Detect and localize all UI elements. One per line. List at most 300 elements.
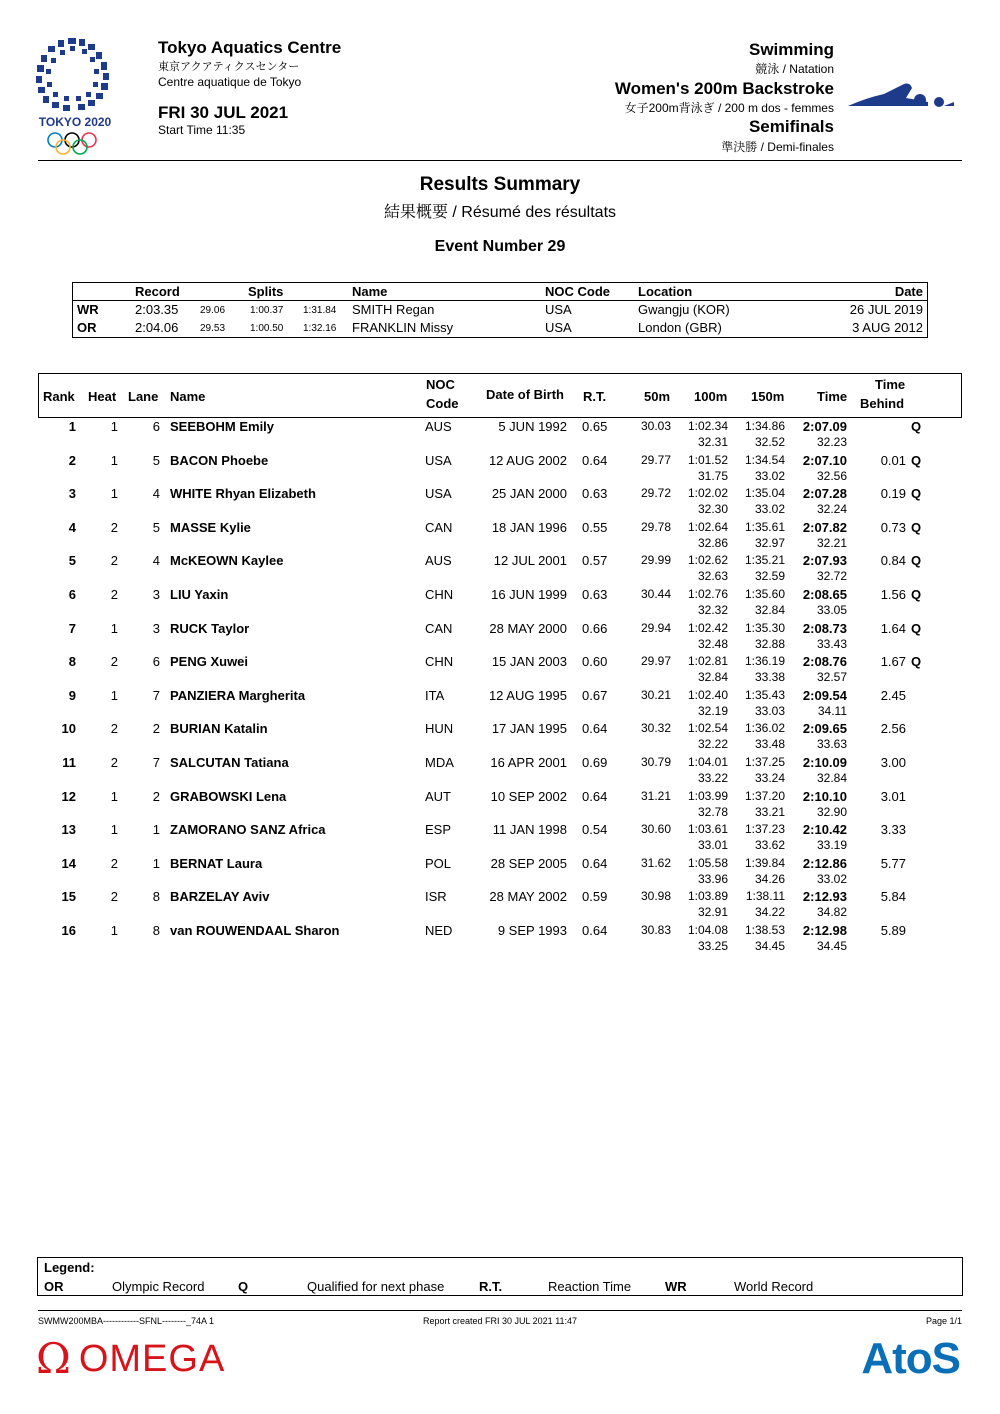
cell-150m: 1:35.04 (744, 486, 785, 501)
cell-heat: 2 (110, 721, 118, 737)
sport-subtitle: 競泳 / Natation (755, 62, 834, 76)
cell-noc: ITA (425, 687, 445, 703)
cell-rank: 7 (68, 620, 76, 636)
cell-lane: 4 (152, 486, 160, 502)
sport-title: Swimming (748, 40, 834, 59)
rec-split: 1:00.37 (250, 305, 284, 316)
cell-100m: 1:02.42 (687, 620, 728, 635)
cell-time: 2:08.73 (802, 620, 847, 636)
cell-dob: 5 JUN 1992 (498, 419, 567, 434)
cell-rt: 0.59 (582, 889, 608, 905)
cell-100m-split: 32.63 (697, 569, 728, 584)
cell-150m-split: 34.22 (754, 905, 785, 920)
legend-label: Qualified for next phase (307, 1279, 445, 1294)
cell-rank: 12 (61, 788, 76, 804)
cell-behind: 3.00 (880, 755, 906, 770)
cell-100m-split: 33.01 (697, 838, 728, 853)
cell-150m-split: 32.52 (754, 435, 785, 449)
table-row (38, 889, 962, 923)
cell-100m-split: 32.22 (697, 737, 728, 752)
page-subtitle: 結果概要 / Résumé des résultats (383, 204, 617, 221)
rec-date: 3 AUG 2012 (852, 320, 923, 335)
cell-200m-split: 32.56 (816, 468, 847, 483)
cell-100m-split: 32.31 (697, 435, 728, 449)
cell-qualified: Q (911, 519, 922, 535)
cell-100m: 1:02.34 (687, 419, 728, 433)
legend-code: Q (238, 1279, 249, 1294)
rec-time: 2:03.35 (135, 302, 179, 317)
rec-location: London (GBR) (638, 320, 722, 335)
cell-150m-split: 34.26 (754, 871, 785, 886)
col-100m: 100m (694, 389, 728, 404)
cell-time: 2:12.86 (802, 855, 847, 871)
cell-100m-split: 31.75 (697, 468, 728, 483)
cell-time: 2:07.09 (802, 419, 847, 434)
legend-title: Legend: (44, 1260, 95, 1275)
cell-behind: 0.19 (880, 486, 906, 502)
cell-rt: 0.63 (582, 587, 608, 602)
cell-time: 2:07.28 (802, 486, 847, 502)
cell-rt: 0.55 (582, 519, 608, 535)
cell-dob: 28 SEP 2005 (490, 855, 567, 871)
phase-title: Semifinals (748, 117, 834, 136)
table-row (38, 587, 962, 621)
cell-time: 2:09.54 (802, 687, 847, 703)
cell-rank: 14 (61, 855, 76, 871)
cell-rank: 8 (68, 654, 76, 670)
cell-heat: 1 (110, 620, 118, 636)
cell-behind: 5.77 (880, 855, 906, 871)
cell-lane: 3 (152, 587, 160, 602)
cell-100m-split: 32.30 (697, 502, 728, 517)
cell-heat: 1 (110, 687, 118, 703)
cell-100m-split: 32.19 (697, 703, 728, 718)
cell-100m: 1:03.61 (687, 822, 728, 837)
cell-100m: 1:02.40 (687, 687, 728, 702)
cell-200m-split: 34.82 (816, 905, 847, 920)
rec-time: 2:04.06 (135, 320, 179, 335)
cell-name: BERNAT Laura (170, 855, 263, 871)
cell-150m-split: 33.21 (754, 804, 785, 819)
cell-name: BURIAN Katalin (170, 721, 268, 737)
cell-noc: AUT (425, 788, 451, 804)
cell-rt: 0.63 (582, 486, 608, 502)
table-row (38, 923, 962, 957)
cell-100m-split: 33.22 (697, 771, 728, 785)
cell-lane: 2 (152, 721, 160, 737)
cell-lane: 8 (152, 889, 160, 905)
rec-split: 1:31.84 (303, 305, 337, 316)
cell-rank: 11 (62, 755, 76, 770)
event-number: Event Number 29 (434, 238, 566, 255)
cell-behind: 1.56 (880, 587, 906, 602)
cell-lane: 8 (152, 923, 160, 938)
cell-rt: 0.57 (582, 553, 608, 569)
rec-name: FRANKLIN Missy (352, 320, 454, 335)
cell-rank: 13 (61, 822, 76, 838)
col-dob: Date of Birth (486, 387, 564, 402)
cell-behind: 1.64 (880, 620, 906, 636)
rec-location: Gwangju (KOR) (638, 302, 730, 317)
cell-behind: 5.89 (880, 923, 906, 938)
records-divider (73, 300, 927, 301)
cell-heat: 1 (110, 452, 118, 468)
cell-noc: CAN (425, 620, 453, 636)
cell-time: 2:07.82 (802, 519, 847, 535)
cell-150m-split: 33.48 (754, 737, 785, 752)
cell-dob: 9 SEP 1993 (497, 923, 567, 938)
phase-subtitle: 準決勝 / Demi-finales (721, 140, 834, 154)
rec-noc: USA (545, 302, 572, 317)
col-heat: Heat (88, 389, 117, 404)
cell-150m: 1:34.86 (744, 419, 785, 433)
cell-time: 2:07.93 (802, 553, 847, 569)
cell-50m: 29.72 (640, 486, 671, 501)
cell-150m-split: 33.02 (754, 468, 785, 483)
cell-dob: 25 JAN 2000 (491, 486, 567, 502)
table-row (38, 621, 962, 655)
venue-name: Tokyo Aquatics Centre (158, 38, 342, 57)
cell-150m: 1:35.60 (744, 587, 785, 601)
cell-behind: 3.01 (880, 788, 906, 804)
cell-lane: 6 (152, 654, 160, 670)
col-behind-2: Behind (860, 396, 905, 411)
cell-150m: 1:38.11 (745, 889, 785, 904)
cell-150m: 1:35.43 (744, 687, 785, 702)
cell-heat: 1 (110, 419, 118, 434)
cell-200m-split: 33.19 (816, 838, 847, 853)
venue-name-fr: Centre aquatique de Tokyo (158, 75, 302, 89)
cell-time: 2:07.10 (802, 452, 847, 468)
cell-lane: 5 (152, 519, 160, 535)
cell-150m: 1:38.53 (744, 923, 785, 937)
legend-label: Olympic Record (112, 1279, 205, 1294)
cell-name: SALCUTAN Tatiana (170, 755, 289, 770)
cell-qualified: Q (911, 419, 922, 434)
cell-50m: 29.77 (640, 452, 671, 467)
rec-split: 29.53 (200, 323, 226, 334)
cell-rt: 0.54 (582, 822, 608, 838)
cell-50m: 29.97 (640, 654, 671, 669)
cell-name: van ROUWENDAAL Sharon (170, 923, 340, 938)
cell-rank: 9 (68, 687, 76, 703)
cell-dob: 28 MAY 2002 (489, 889, 567, 905)
col-name: Name (170, 389, 206, 404)
rec-header-splits: Splits (248, 284, 284, 299)
cell-50m: 30.32 (640, 721, 671, 736)
venue-name-jp: 東京アクアティクスセンター (158, 61, 300, 73)
cell-noc: ESP (425, 822, 452, 838)
cell-rt: 0.64 (582, 923, 608, 938)
cell-qualified: Q (911, 452, 922, 468)
cell-rt: 0.60 (582, 654, 608, 670)
rec-noc: USA (545, 320, 572, 335)
cell-rank: 6 (68, 587, 76, 602)
cell-qualified: Q (911, 654, 922, 670)
cell-noc: HUN (425, 721, 454, 737)
col-behind: Time (875, 377, 906, 392)
rec-name: SMITH Regan (352, 302, 435, 317)
cell-dob: 11 JAN 1998 (492, 822, 567, 838)
cell-200m-split: 34.11 (817, 703, 847, 718)
col-lane: Lane (128, 389, 159, 404)
omega-logo (36, 1336, 225, 1382)
rec-header-name: Name (352, 284, 388, 299)
cell-heat: 2 (110, 889, 118, 905)
cell-heat: 2 (110, 855, 118, 871)
cell-rt: 0.67 (582, 687, 608, 703)
table-row (38, 755, 962, 789)
cell-100m: 1:03.99 (687, 788, 728, 803)
col-rt: R.T. (583, 389, 607, 404)
cell-name: SEEBOHM Emily (170, 419, 275, 434)
cell-200m-split: 32.24 (816, 502, 847, 517)
cell-time: 2:12.98 (802, 923, 847, 938)
atos-logo: AtoS (861, 1334, 960, 1383)
cell-qualified: Q (911, 620, 922, 636)
cell-name: MASSE Kylie (170, 519, 251, 535)
cell-150m: 1:36.02 (744, 721, 785, 736)
cell-200m-split: 33.05 (816, 603, 847, 617)
cell-100m: 1:02.62 (687, 553, 728, 568)
rec-split: 1:32.16 (303, 323, 337, 334)
cell-100m: 1:02.76 (687, 587, 728, 601)
cell-150m: 1:36.19 (744, 654, 785, 669)
cell-lane: 1 (152, 855, 160, 871)
results-header (38, 373, 962, 418)
cell-150m-split: 33.62 (754, 838, 785, 853)
cell-name: WHITE Rhyan Elizabeth (170, 486, 316, 502)
col-150m: 150m (751, 389, 785, 404)
records-table (72, 282, 928, 338)
cell-lane: 7 (152, 687, 160, 703)
cell-time: 2:09.65 (802, 721, 847, 737)
cell-noc: NED (425, 923, 453, 938)
table-row (38, 822, 962, 856)
cell-noc: USA (425, 452, 452, 468)
table-row (38, 654, 962, 688)
cell-100m-split: 33.96 (697, 871, 728, 886)
cell-rank: 10 (61, 721, 76, 737)
cell-200m-split: 34.45 (816, 939, 847, 953)
cell-100m-split: 32.86 (697, 535, 728, 550)
cell-50m: 30.60 (640, 822, 671, 837)
start-time: Start Time 11:35 (158, 123, 246, 137)
legend-label: World Record (734, 1279, 814, 1294)
cell-time: 2:08.65 (802, 587, 847, 602)
rec-split: 1:00.50 (250, 323, 284, 334)
table-row (38, 553, 962, 587)
cell-100m: 1:02.02 (687, 486, 728, 501)
cell-noc: CHN (425, 654, 454, 670)
cell-rt: 0.64 (582, 788, 608, 804)
rec-header-location: Location (638, 284, 693, 299)
cell-150m-split: 32.88 (754, 636, 785, 651)
cell-name: GRABOWSKI Lena (170, 788, 287, 804)
cell-rt: 0.66 (582, 620, 608, 636)
col-rank: Rank (43, 389, 75, 404)
cell-150m: 1:35.61 (744, 519, 785, 534)
col-noc-code: Code (426, 396, 459, 411)
footer-page: Page 1/1 (925, 1316, 962, 1326)
cell-50m: 29.94 (640, 620, 671, 635)
cell-rank: 5 (68, 553, 76, 569)
cell-time: 2:12.93 (802, 889, 847, 905)
cell-100m: 1:01.52 (687, 452, 728, 467)
rec-split: 29.06 (200, 305, 226, 316)
cell-dob: 16 APR 2001 (490, 755, 567, 770)
cell-name: PENG Xuwei (170, 654, 249, 670)
cell-noc: CAN (425, 519, 453, 535)
cell-200m-split: 33.02 (816, 871, 847, 886)
cell-rank: 1 (68, 419, 76, 434)
cell-heat: 2 (110, 654, 118, 670)
cell-name: ZAMORANO SANZ Africa (170, 822, 326, 838)
cell-100m-split: 33.25 (697, 939, 728, 953)
cell-dob: 18 JAN 1996 (491, 519, 567, 535)
table-row (38, 721, 962, 755)
cell-rt: 0.64 (582, 452, 608, 468)
table-row (38, 856, 962, 890)
cell-150m: 1:37.23 (744, 822, 785, 837)
cell-rank: 3 (68, 486, 76, 502)
cell-name: LIU Yaxin (170, 587, 229, 602)
cell-rt: 0.65 (582, 419, 608, 434)
cell-lane: 7 (152, 755, 160, 770)
cell-200m-split: 32.57 (816, 670, 847, 685)
cell-noc: MDA (425, 755, 454, 770)
legend-label: Reaction Time (548, 1279, 632, 1294)
cell-100m: 1:02.81 (687, 654, 728, 669)
cell-qualified: Q (911, 587, 922, 602)
cell-150m: 1:35.30 (744, 620, 785, 635)
cell-lane: 3 (152, 620, 160, 636)
cell-100m-split: 32.32 (697, 603, 728, 617)
cell-100m: 1:03.89 (687, 889, 728, 904)
event-subtitle: 女子200m背泳ぎ / 200 m dos - femmes (624, 101, 834, 115)
table-row (38, 453, 962, 487)
cell-name: BARZELAY Aviv (170, 889, 270, 905)
swimming-pictogram (846, 76, 956, 112)
table-row (38, 688, 962, 722)
event-date: FRI 30 JUL 2021 (158, 103, 289, 122)
cell-dob: 17 JAN 1995 (491, 721, 567, 737)
cell-heat: 2 (110, 755, 118, 770)
swimmer-icon (846, 76, 956, 112)
cell-noc: POL (425, 855, 452, 871)
rec-header-date: Date (894, 284, 923, 299)
cell-200m-split: 33.63 (816, 737, 847, 752)
cell-200m-split: 32.72 (816, 569, 847, 584)
cell-rank: 16 (61, 923, 76, 938)
cell-rank: 4 (68, 519, 76, 535)
tokyo-emblem-icon (30, 36, 120, 158)
cell-150m: 1:35.21 (744, 553, 785, 568)
cell-behind: 2.45 (880, 687, 906, 703)
cell-behind: 0.84 (880, 553, 906, 569)
cell-behind: 5.84 (880, 889, 906, 905)
cell-behind: 1.67 (880, 654, 906, 670)
footer-code: SWMW200MBA------------SFNL--------_74A 1 (38, 1316, 214, 1326)
cell-150m-split: 33.38 (754, 670, 785, 685)
cell-noc: AUS (425, 419, 452, 434)
cell-100m-split: 32.91 (697, 905, 728, 920)
cell-time: 2:10.09 (802, 755, 847, 770)
cell-heat: 1 (110, 486, 118, 502)
cell-50m: 30.79 (640, 755, 671, 769)
cell-rt: 0.64 (582, 721, 608, 737)
cell-150m-split: 34.45 (754, 939, 785, 953)
cell-50m: 31.21 (640, 788, 671, 803)
cell-50m: 29.99 (640, 553, 671, 568)
cell-rank: 2 (68, 452, 76, 468)
cell-dob: 12 AUG 2002 (488, 452, 567, 468)
cell-50m: 30.03 (640, 419, 671, 433)
legend-code: OR (44, 1279, 64, 1294)
cell-lane: 1 (152, 822, 160, 838)
cell-lane: 2 (152, 788, 160, 804)
tokyo-2020-logo (30, 36, 120, 158)
rec-type: WR (77, 302, 99, 317)
cell-heat: 1 (110, 822, 118, 838)
cell-behind: 2.56 (880, 721, 906, 737)
footer-created: Report created FRI 30 JUL 2021 11:47 (422, 1316, 578, 1326)
cell-200m-split: 32.21 (816, 535, 847, 550)
legend (37, 1257, 963, 1296)
rec-type: OR (77, 320, 97, 335)
cell-lane: 5 (152, 452, 160, 468)
cell-heat: 1 (110, 923, 118, 938)
cell-time: 2:08.76 (802, 654, 847, 670)
cell-100m: 1:04.01 (687, 755, 728, 769)
legend-code: WR (665, 1279, 687, 1294)
cell-100m: 1:02.54 (687, 721, 728, 736)
cell-200m-split: 32.23 (816, 435, 847, 449)
cell-lane: 4 (152, 553, 160, 569)
omega-wordmark: OMEGA (78, 1337, 226, 1380)
cell-dob: 12 JUL 2001 (493, 553, 567, 569)
cell-heat: 2 (110, 587, 118, 602)
cell-time: 2:10.42 (802, 822, 847, 838)
cell-noc: ISR (425, 889, 447, 905)
cell-noc: CHN (425, 587, 454, 602)
event-title: Women's 200m Backstroke (614, 79, 834, 98)
cell-50m: 30.98 (640, 889, 671, 904)
footer-divider (38, 1310, 962, 1311)
cell-name: McKEOWN Kaylee (170, 553, 284, 569)
cell-behind: 3.33 (880, 822, 906, 838)
legend-code: R.T. (479, 1279, 503, 1294)
cell-200m-split: 32.84 (816, 771, 847, 785)
cell-100m-split: 32.84 (697, 670, 728, 685)
cell-200m-split: 33.43 (816, 636, 847, 651)
cell-100m-split: 32.78 (697, 804, 728, 819)
col-50m: 50m (644, 389, 671, 404)
cell-behind: 0.01 (880, 452, 906, 468)
cell-heat: 1 (110, 788, 118, 804)
cell-50m: 30.21 (640, 687, 671, 702)
cell-150m: 1:39.84 (744, 855, 785, 870)
cell-rt: 0.69 (582, 755, 608, 770)
rec-date: 26 JUL 2019 (849, 302, 923, 317)
logo-text: TOKYO 2020 (38, 115, 112, 129)
cell-rt: 0.64 (582, 855, 608, 871)
cell-50m: 29.78 (640, 519, 671, 534)
cell-100m: 1:02.64 (687, 519, 728, 534)
cell-name: BACON Phoebe (170, 452, 269, 468)
col-time: Time (817, 389, 848, 404)
cell-dob: 16 JUN 1999 (491, 587, 567, 602)
